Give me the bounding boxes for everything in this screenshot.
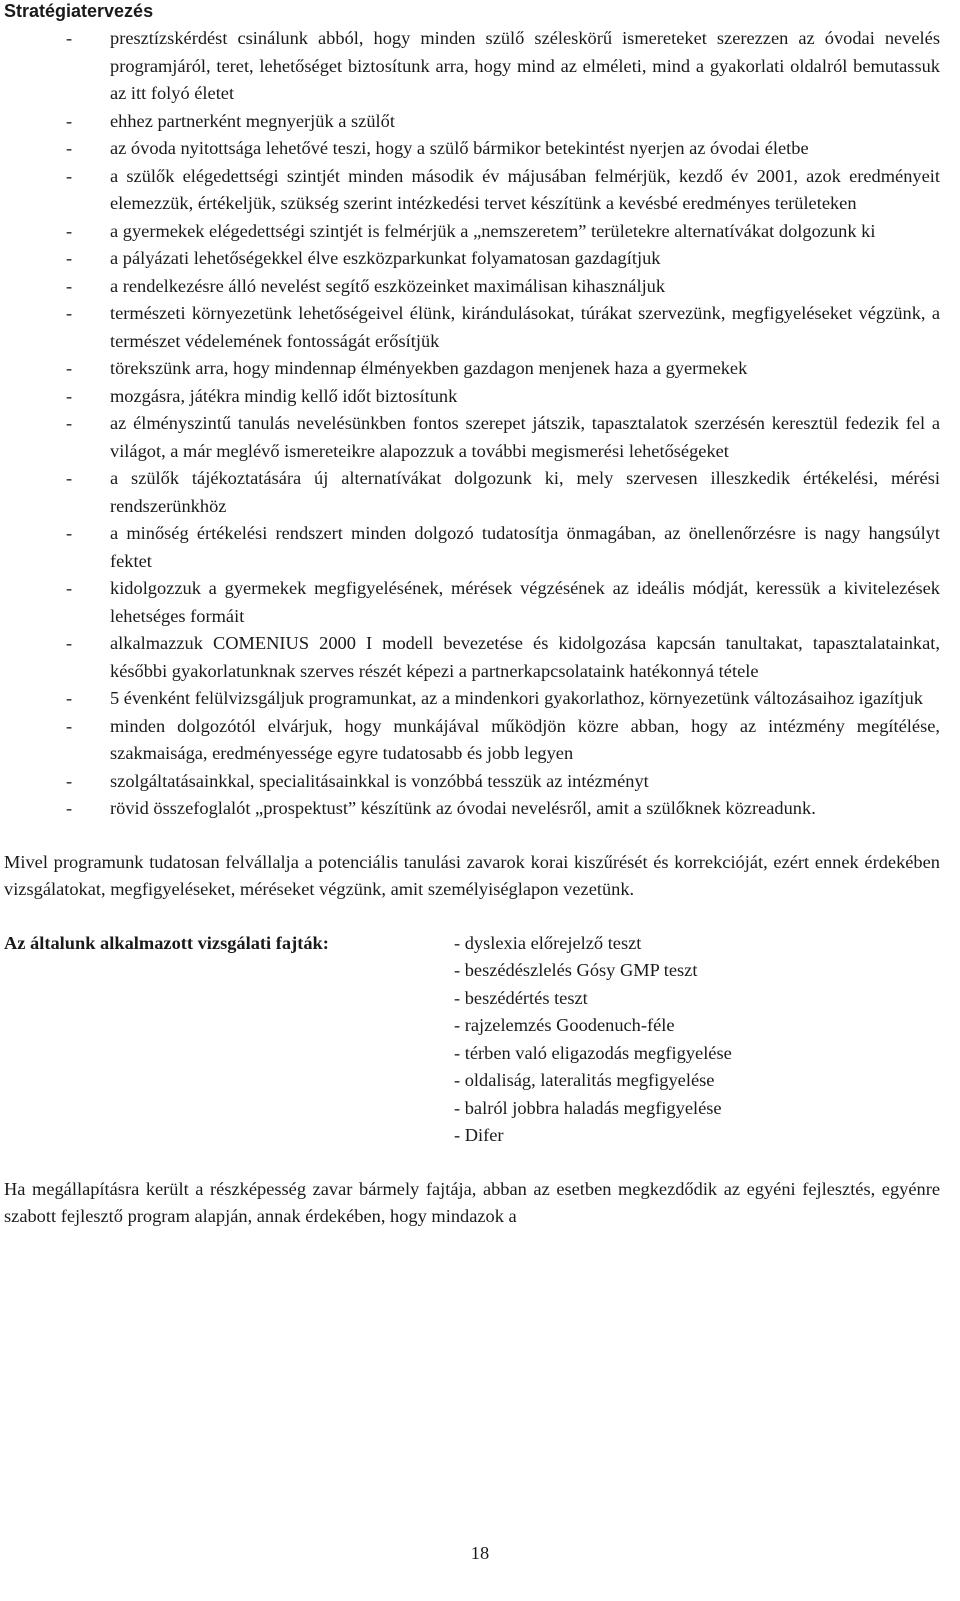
list-item-text: ehhez partnerként megnyerjük a szülőt	[110, 110, 395, 131]
list-item	[4, 713, 940, 768]
dash-marker: -	[66, 110, 73, 131]
list-item	[4, 520, 940, 575]
dash-marker: -	[66, 220, 73, 241]
dash-marker: -	[66, 248, 73, 268]
dash-marker: -	[66, 633, 73, 653]
list-item-text: szolgáltatásainkkal, specialitásainkkal is vonzóbbá tesszük az intézményt	[110, 770, 649, 791]
list-item	[4, 685, 940, 713]
test-item: - rajzelemzés Goodenuch-féle	[454, 1015, 675, 1035]
test-item: - oldaliság, lateralitás megfigyelése	[454, 1070, 715, 1090]
page-number: 18	[470, 1543, 490, 1563]
dash-marker: -	[66, 523, 73, 543]
list-item	[4, 108, 940, 136]
test-item: - beszédészlelés Gósy GMP teszt	[454, 960, 698, 980]
dash-marker: -	[66, 138, 73, 158]
list-item	[4, 273, 940, 301]
list-item-text: mozgásra, játékra mindig kellő időt biztosítunk	[110, 385, 458, 406]
screening-paragraph: Mivel programunk tudatosan felvállalja a potenciális tanulási zavarok korai kiszűrését és korrekcióját, ezért ennek érdekében vizsgálatokat, megfigyeléseket, méréseket végzünk, amit személyiséglapon vezetünk.	[4, 851, 940, 899]
section-heading: Stratégiatervezés	[4, 1, 154, 21]
test-types-label: Az általunk alkalmazott vizsgálati fajták:	[4, 932, 329, 953]
list-item-text: a szülők tájékoztatására új alternatívákat dolgozunk ki, mely szervesen illeszkedik értékelési, mérési rendszerünkhöz	[110, 468, 940, 516]
development-paragraph: Ha megállapításra került a részképesség zavar bármely fajtája, abban az esetben megkezdődik az egyéni fejlesztés, egyénre szabott fejlesztő program alapján, annak érdekében, hogy mindazok a	[4, 1178, 940, 1226]
dash-marker: -	[66, 303, 73, 323]
list-item-text: az óvoda nyitottsága lehetővé teszi, hogy a szülő bármikor betekintést nyerjen az óvodai életbe	[110, 138, 809, 158]
dash-marker: -	[66, 798, 73, 818]
list-item-text: törekszünk arra, hogy mindennap élményekben gazdagon menjenek haza a gyermekek	[110, 358, 748, 378]
list-item-text: rövid összefoglalót „prospektust” készítünk az óvodai nevelésről, amit a szülőknek közreadunk.	[110, 798, 816, 818]
list-item	[4, 768, 940, 796]
list-item-text: a pályázati lehetőségekkel élve eszközparkunkat folyamatosan gazdagítjuk	[110, 248, 661, 268]
dash-marker: -	[66, 385, 73, 406]
test-item: - balról jobbra haladás megfigyelése	[454, 1097, 722, 1118]
list-item-text: a gyermekek elégedettségi szintjét is felmérjük a „nemszeretem” területekre alternatívákat dolgozunk ki	[110, 220, 876, 241]
list-item	[4, 245, 940, 273]
dash-marker: -	[66, 165, 73, 186]
list-item	[4, 135, 940, 163]
list-item-text: az élményszintű tanulás nevelésünkben fontos szerepet játszik, tapasztalatok szerzésén keresztül fedezik fel a világot, a már meglévő ismereteikre alapozzuk a további megismerési lehetőségeket	[110, 413, 940, 461]
list-item	[4, 163, 940, 218]
test-item: - dyslexia előrejelző teszt	[454, 932, 642, 953]
dash-marker: -	[66, 275, 73, 296]
test-item: - beszédértés teszt	[454, 987, 588, 1008]
list-item-text: kidolgozzuk a gyermekek megfigyelésének, mérések végzésének az ideális módját, keressük a kivitelezések lehetséges formáit	[110, 578, 940, 626]
dash-marker: -	[66, 468, 73, 488]
list-item-text: a minőség értékelési rendszert minden dolgozó tudatosítja önmagában, az önellenőrzésre is nagy hangsúlyt fektet	[110, 523, 940, 571]
list-item-text: természeti környezetünk lehetőségeivel élünk, kirándulásokat, túrákat szervezünk, megfigyeléseket végzünk, a természet védelemének fontosságát erősítjük	[110, 303, 940, 351]
list-item	[4, 575, 940, 630]
list-item-text: presztízskérdést csinálunk abból, hogy minden szülő széleskörű ismereteket szerezzen az óvodai nevelés programjáról, teret, lehetőséget biztosítunk arra, hogy mind az elméleti, mind a gyakorlati oldalról bemutassuk az itt folyó életet	[110, 28, 940, 103]
test-types-list	[454, 930, 732, 1150]
list-item-text: a rendelkezésre álló nevelést segítő eszközeinket maximálisan kihasználjuk	[110, 275, 666, 296]
test-item: - Difer	[454, 1125, 504, 1145]
dash-marker: -	[66, 413, 73, 433]
test-item: - térben való eligazodás megfigyelése	[454, 1042, 732, 1063]
list-item	[4, 465, 940, 520]
list-item	[4, 795, 940, 823]
strategy-bullet-list	[4, 25, 940, 823]
list-item-text: minden dolgozótól elvárjuk, hogy munkájával működjön közre abban, hogy az intézmény megítélése, szakmaisága, eredményessége egyre tudatosabb és jobb legyen	[110, 715, 940, 763]
list-item	[4, 218, 940, 246]
dash-marker: -	[66, 715, 73, 736]
dash-marker: -	[66, 688, 73, 708]
list-item-text: 5 évenként felülvizsgáljuk programunkat, az a mindenkori gyakorlathoz, környezetünk változásaihoz igazítjuk	[110, 688, 923, 708]
dash-marker: -	[66, 578, 73, 598]
list-item	[4, 410, 940, 465]
dash-marker: -	[66, 28, 73, 48]
test-types-section	[4, 930, 940, 1150]
dash-marker: -	[66, 358, 73, 378]
dash-marker: -	[66, 770, 73, 791]
list-item-text: alkalmazzuk COMENIUS 2000 I modell bevezetése és kidolgozása kapcsán tanultakat, tapasztalatainkat, későbbi gyakorlatunknak szerves részét képezi a partnerkapcsolataink hatékonnyá tétele	[110, 633, 940, 681]
list-item	[4, 300, 940, 355]
list-item	[4, 383, 940, 411]
list-item-text: a szülők elégedettségi szintjét minden második év májusában felmérjük, kezdő év 2001, azok eredményeit elemezzük, értékeljük, szükség szerint intézkedési tervet készítünk a kevésbé eredményes területeken	[110, 165, 940, 213]
list-item	[4, 355, 940, 383]
list-item	[4, 25, 940, 108]
list-item	[4, 630, 940, 685]
